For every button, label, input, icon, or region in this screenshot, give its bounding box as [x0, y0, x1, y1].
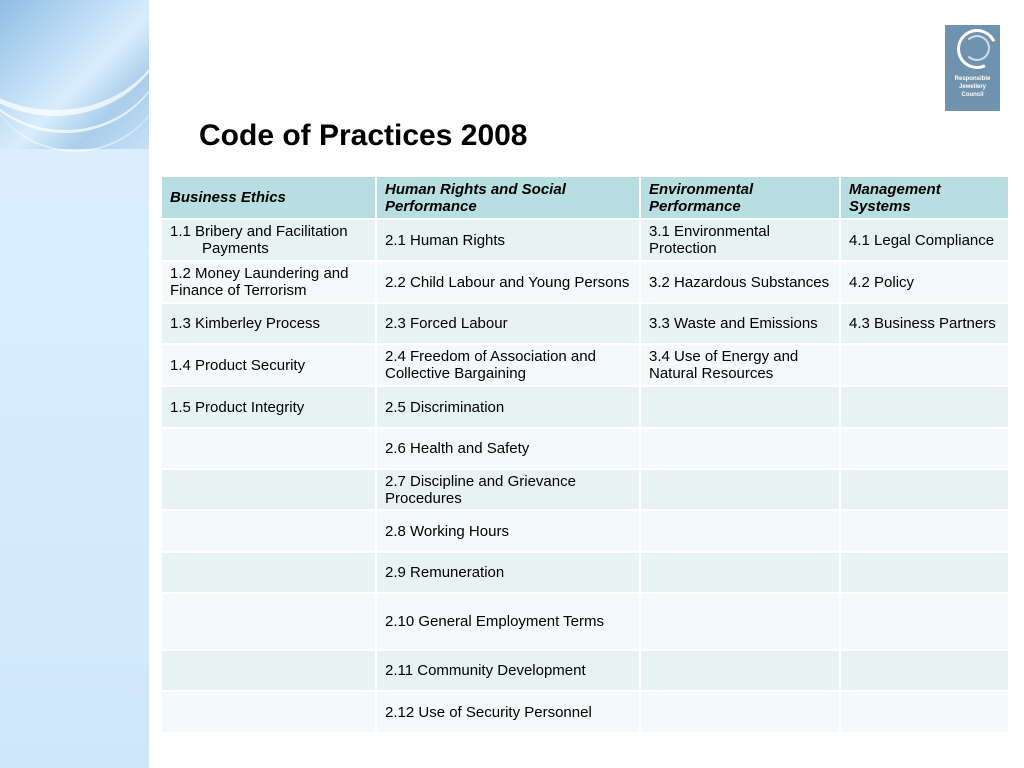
table-cell: 2.7 Discipline and Grievance Procedures: [376, 469, 640, 510]
table-cell: 2.3 Forced Labour: [376, 303, 640, 344]
table-cell: [161, 219, 376, 261]
column-header: Business Ethics: [161, 176, 376, 219]
table-cell: [840, 691, 1009, 733]
table-row: [161, 510, 1009, 552]
table-cell: [640, 428, 840, 469]
table-row: [161, 261, 1009, 303]
table-cell: [640, 386, 840, 428]
table-cell: [161, 650, 376, 691]
table-cell: 1.2 Money Laundering and Finance of Terrorism: [161, 261, 376, 303]
table-cell: [161, 691, 376, 733]
table-cell: [840, 552, 1009, 593]
table-cell: 2.4 Freedom of Association and Collective Bargaining: [376, 344, 640, 386]
table-cell: 2.5 Discrimination: [376, 386, 640, 428]
table-cell: [640, 593, 840, 650]
table-cell: [161, 552, 376, 593]
table-cell: [640, 691, 840, 733]
table-cell: 2.1 Human Rights: [376, 219, 640, 261]
table-cell: [840, 344, 1009, 386]
logo-text: [945, 75, 1000, 99]
table-cell: [840, 650, 1009, 691]
decorative-side-panel: [0, 0, 149, 768]
column-header: Environmental Performance: [640, 176, 840, 219]
table-row: [161, 344, 1009, 386]
table-cell: 2.10 General Employment Terms: [376, 593, 640, 650]
table-cell: [161, 428, 376, 469]
table-cell: 4.3 Business Partners: [840, 303, 1009, 344]
column-header: Human Rights and Social Performance: [376, 176, 640, 219]
table-cell: 1.5 Product Integrity: [161, 386, 376, 428]
table-cell: 3.2 Hazardous Substances: [640, 261, 840, 303]
table-cell: [161, 469, 376, 510]
table-cell: [640, 469, 840, 510]
table-cell: 3.4 Use of Energy and Natural Resources: [640, 344, 840, 386]
logo-text-line: Council: [961, 92, 984, 98]
table-cell: [161, 510, 376, 552]
table-cell: 2.8 Working Hours: [376, 510, 640, 552]
table-row: [161, 219, 1009, 261]
table-cell: [640, 650, 840, 691]
table-cell: 2.6 Health and Safety: [376, 428, 640, 469]
column-header: Management Systems: [840, 176, 1009, 219]
page-title: Code of Practices 2008: [199, 119, 528, 152]
table-row: [161, 552, 1009, 593]
table-cell: [840, 428, 1009, 469]
table-row: [161, 303, 1009, 344]
table-row: [161, 691, 1009, 733]
table-cell: 3.1 Environmental Protection: [640, 219, 840, 261]
logo-text-line: Responsible: [954, 76, 991, 82]
table-cell: 1.4 Product Security: [161, 344, 376, 386]
table-cell: 1.3 Kimberley Process: [161, 303, 376, 344]
logo-text-line: Jewellery: [958, 84, 987, 90]
table-row: [161, 593, 1009, 650]
table-cell: [840, 593, 1009, 650]
table-row: [161, 428, 1009, 469]
table-row: [161, 650, 1009, 691]
table-cell: 3.3 Waste and Emissions: [640, 303, 840, 344]
table-cell: [840, 469, 1009, 510]
code-of-practices-table: [160, 175, 1010, 734]
table-row: [161, 386, 1009, 428]
table-cell: 2.2 Child Labour and Young Persons: [376, 261, 640, 303]
table-row: [161, 469, 1009, 510]
table-cell: 2.9 Remuneration: [376, 552, 640, 593]
table-cell: 4.2 Policy: [840, 261, 1009, 303]
table-cell: [640, 510, 840, 552]
table-cell: 2.12 Use of Security Personnel: [376, 691, 640, 733]
table-cell: [840, 510, 1009, 552]
cell-text: 1.1 Bribery and Facilitation Payments: [170, 223, 348, 257]
table-cell: 4.1 Legal Compliance: [840, 219, 1009, 261]
table-cell: [640, 552, 840, 593]
rjc-logo: [945, 25, 1000, 111]
table-cell: [161, 593, 376, 650]
table-header-row: [161, 176, 1009, 219]
decorative-swirl-graphic: [0, 0, 149, 149]
logo-inner-ring-icon: [964, 35, 990, 61]
table-cell: 2.11 Community Development: [376, 650, 640, 691]
table-cell: [840, 386, 1009, 428]
